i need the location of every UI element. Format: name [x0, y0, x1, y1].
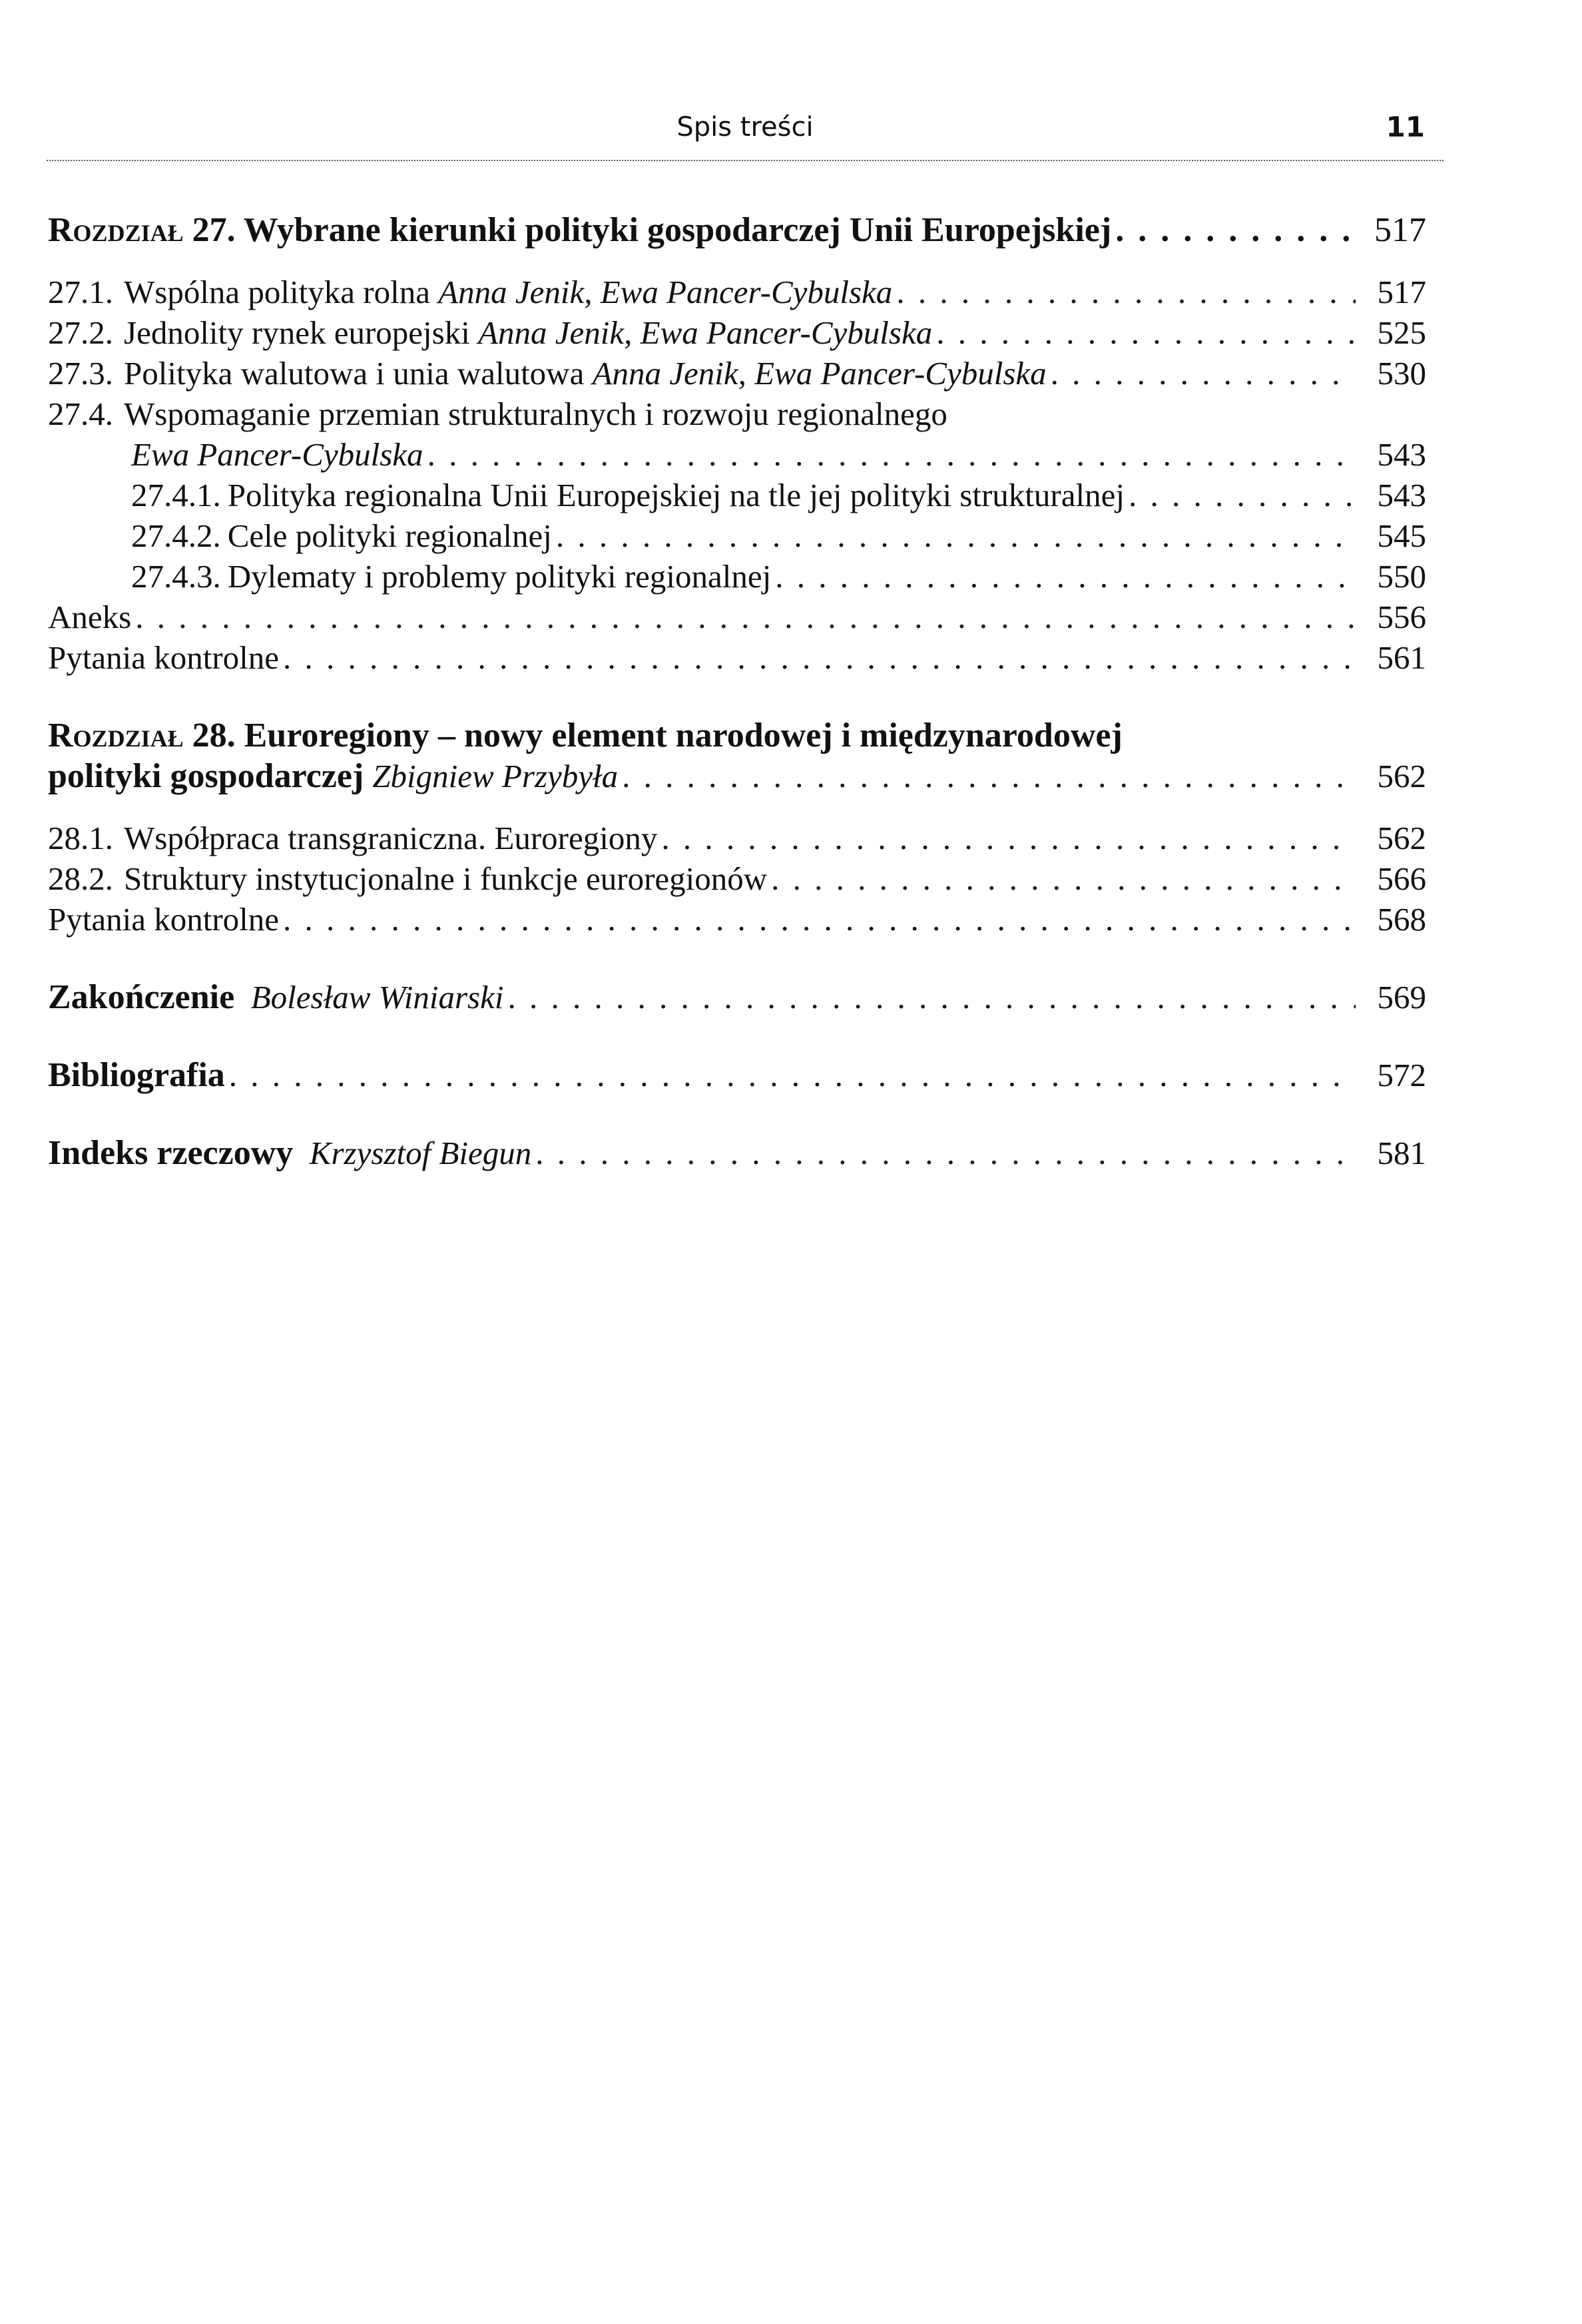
dot-leader	[135, 597, 1356, 637]
chapter-title-line2: polityki gospodarczej	[48, 757, 364, 795]
page-number: 562	[1377, 758, 1426, 794]
header-title: Spis treści	[676, 112, 814, 143]
chapter-label: Rozdział 28.	[48, 717, 236, 754]
toc-entry-27-4-3[interactable]	[48, 556, 1426, 597]
entry-title: Indeks rzeczowy	[48, 1134, 294, 1172]
entry-title: Cele polityki regionalnej	[227, 517, 552, 554]
toc-entry-27-4-1[interactable]	[48, 475, 1426, 515]
toc-entry-27-1[interactable]	[48, 272, 1426, 312]
page-number: 556	[1377, 599, 1426, 635]
toc-entry-27-4[interactable]	[48, 394, 1426, 434]
entry-number: 27.1.	[48, 274, 113, 310]
dot-leader	[283, 899, 1356, 940]
dot-leader	[1051, 353, 1356, 394]
toc-entry-pytania-28[interactable]	[48, 899, 1426, 940]
entry-authors: Anna Jenik, Ewa Pancer-Cybulska	[478, 314, 933, 351]
page-number: 561	[1377, 639, 1426, 676]
page-number: 568	[1377, 901, 1426, 938]
dot-leader	[661, 818, 1356, 858]
entry-authors: Ewa Pancer-Cybulska	[131, 436, 423, 473]
entry-number: 27.4.2.	[131, 517, 221, 554]
dot-leader	[535, 1133, 1356, 1173]
toc-chapter-28[interactable]	[48, 715, 1426, 756]
header-page-number: 11	[1386, 111, 1425, 143]
toc-entry-pytania-27[interactable]	[48, 637, 1426, 678]
dot-leader	[507, 977, 1356, 1017]
page-number: 562	[1377, 820, 1426, 856]
toc-zakonczenie[interactable]	[48, 977, 1426, 1017]
entry-title: Aneks	[48, 599, 132, 635]
page-number: 517	[1374, 211, 1426, 249]
dot-leader	[427, 434, 1356, 475]
entry-title: Wspomaganie przemian strukturalnych i rozwoju regionalnego	[124, 396, 947, 432]
toc-entry-aneks[interactable]	[48, 597, 1426, 637]
page-number: 581	[1377, 1135, 1426, 1171]
dot-leader	[556, 515, 1356, 556]
toc-entry-28-2[interactable]	[48, 858, 1426, 899]
entry-title: Współpraca transgraniczna. Euroregiony	[124, 820, 658, 856]
entry-number: 28.1.	[48, 820, 113, 856]
entry-authors: Krzysztof Biegun	[309, 1135, 532, 1171]
page-number: 517	[1377, 274, 1426, 310]
chapter-authors: Zbigniew Przybyła	[372, 758, 619, 794]
entry-number: 28.2.	[48, 860, 113, 897]
toc-indeks[interactable]	[48, 1133, 1426, 1173]
entry-number: 27.2.	[48, 314, 113, 351]
toc-bibliografia[interactable]	[48, 1055, 1426, 1095]
page-number: 543	[1377, 477, 1426, 513]
dot-leader	[283, 637, 1356, 678]
entry-authors: Anna Jenik, Ewa Pancer-Cybulska	[592, 355, 1047, 392]
chapter-title-line1: Euroregiony – nowy element narodowej i międzynarodowej	[244, 717, 1123, 754]
entry-authors: Anna Jenik, Ewa Pancer-Cybulska	[438, 274, 893, 310]
toc-entry-28-1[interactable]	[48, 818, 1426, 858]
chapter-label: Rozdział 27.	[48, 211, 236, 249]
toc-chapter-27[interactable]	[48, 210, 1426, 250]
page-number: 545	[1377, 517, 1426, 554]
page-number: 550	[1377, 558, 1426, 595]
page-number: 572	[1377, 1057, 1426, 1093]
toc-entry-27-2[interactable]	[48, 312, 1426, 353]
toc-entry-27-4-2[interactable]	[48, 515, 1426, 556]
entry-title: Polityka walutowa i unia walutowa	[124, 355, 585, 392]
dot-leader	[1115, 210, 1356, 250]
toc-entry-27-3[interactable]	[48, 353, 1426, 394]
entry-title: Pytania kontrolne	[48, 639, 280, 676]
toc-chapter-28-line2[interactable]	[48, 756, 1426, 796]
page-number: 543	[1377, 436, 1426, 473]
page-number: 569	[1377, 979, 1426, 1016]
entry-number: 27.3.	[48, 355, 113, 392]
dot-leader	[896, 272, 1356, 312]
page-number: 530	[1377, 355, 1426, 392]
table-of-contents	[48, 210, 1426, 1173]
running-header	[47, 100, 1444, 161]
entry-number: 27.4.	[48, 396, 113, 432]
page-number: 566	[1377, 860, 1426, 897]
dot-leader	[1129, 475, 1356, 515]
entry-title: Bibliografia	[48, 1056, 225, 1094]
entry-title: Dylematy i problemy polityki regionalnej	[227, 558, 772, 595]
toc-entry-27-4-authors[interactable]	[48, 434, 1426, 475]
entry-number: 27.4.1.	[131, 477, 221, 513]
entry-title: Wspólna polityka rolna	[124, 274, 430, 310]
dot-leader	[622, 756, 1356, 796]
entry-authors: Bolesław Winiarski	[250, 979, 504, 1016]
dot-leader	[229, 1055, 1356, 1095]
entry-title: Jednolity rynek europejski	[124, 314, 470, 351]
dot-leader	[936, 312, 1356, 353]
entry-title: Zakończenie	[48, 978, 235, 1016]
entry-title: Struktury instytucjonalne i funkcje euroregionów	[124, 860, 768, 897]
entry-title: Polityka regionalna Unii Europejskiej na tle jej polityki strukturalnej	[227, 477, 1125, 513]
chapter-title: Wybrane kierunki polityki gospodarczej Unii Europejskiej	[243, 211, 1112, 249]
entry-title: Pytania kontrolne	[48, 901, 280, 938]
page-number: 525	[1377, 314, 1426, 351]
dot-leader	[771, 858, 1356, 899]
dot-leader	[775, 556, 1356, 597]
entry-number: 27.4.3.	[131, 558, 221, 595]
